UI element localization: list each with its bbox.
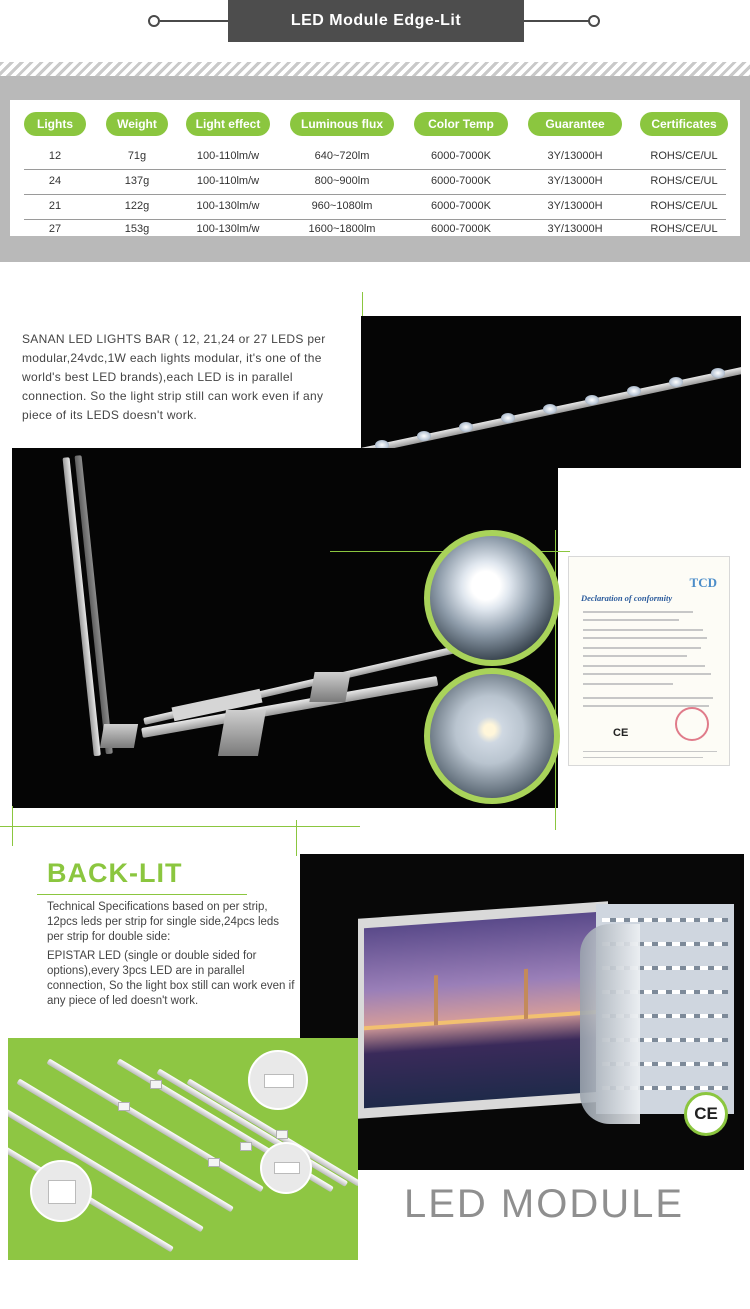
cell-luminous-flux: 640~720lm [314, 150, 370, 162]
led-closeup [260, 1142, 312, 1194]
cell-luminous-flux: 1600~1800lm [308, 223, 376, 235]
cell-color-temp: 6000-7000K [431, 223, 491, 235]
connector-closeup [30, 1160, 92, 1222]
light-box-graphic [364, 912, 600, 1109]
spec-table-panel [0, 76, 750, 262]
ce-badge: CE [684, 1092, 728, 1136]
led-strip-photo [361, 316, 741, 468]
led-bead [711, 368, 725, 378]
cell-color-temp: 6000-7000K [431, 200, 491, 212]
led-row [602, 918, 728, 922]
spec-table [10, 100, 740, 236]
certificate-text-line [583, 757, 703, 758]
led-bead [669, 377, 683, 387]
back-lit-strips-photo [8, 1038, 358, 1260]
cell-light-effect: 100-110lm/w [196, 150, 260, 162]
certificate-text-line [583, 665, 705, 667]
header-dot-right [588, 15, 600, 27]
led-connector [208, 1158, 220, 1167]
certificate-stamp [675, 707, 709, 741]
led-chip [48, 1180, 76, 1204]
certificate-text-line [583, 629, 703, 631]
bridge-tower [434, 975, 438, 1025]
led-connector [276, 1130, 288, 1139]
edge-lit-description: SANAN LED LIGHTS BAR ( 12, 21,24 or 27 LEDS per modular,24vdc,1W each lights modular, it's one of the world's best LED brands),each LED is in parallel connection. So the light strip still can work even if any piece of its LEDS doesn't work. [22, 332, 326, 422]
cell-lights: 27 [48, 223, 62, 235]
column-header-lights: Lights [24, 112, 86, 136]
row-divider [24, 219, 726, 220]
light-box-photo [300, 854, 744, 1170]
decorative-line [0, 826, 360, 827]
led-closeup-lit [424, 530, 560, 666]
cell-lights: 24 [48, 175, 62, 187]
certificate-text-line [583, 655, 687, 657]
back-lit-underline [37, 894, 247, 895]
led-bead [417, 431, 431, 441]
led-bead [501, 413, 515, 423]
page-title: LED Module Edge-Lit [228, 0, 524, 42]
certificate-text-line [583, 697, 713, 699]
cell-weight: 153g [124, 223, 150, 235]
header-line-left [160, 20, 230, 22]
cell-weight: 71g [127, 150, 147, 162]
led-connector [118, 1102, 130, 1111]
cell-lights: 21 [48, 200, 62, 212]
column-header-light-effect: Light effect [186, 112, 270, 136]
led-chip [264, 1074, 294, 1088]
column-header-certificates: Certificates [640, 112, 728, 136]
bridge-deck [364, 1010, 600, 1031]
cell-guarantee: 3Y/13000H [547, 150, 603, 162]
bar-foot [309, 672, 350, 702]
led-bead [459, 422, 473, 432]
certificate-ce-mark: CE [613, 727, 629, 739]
certificate-text-line [583, 751, 717, 752]
cell-color-temp: 6000-7000K [431, 175, 491, 187]
bar-foot [218, 710, 266, 756]
cell-color-temp: 6000-7000K [431, 150, 491, 162]
cell-light-effect: 100-110lm/w [196, 175, 260, 187]
certificate-brand: TCD [689, 575, 717, 590]
bridge-tower [524, 969, 528, 1019]
led-bead [627, 386, 641, 396]
back-lit-paragraph: Technical Specifications based on per strip, 12pcs leds per strip for single side,24pcs leds per strip for double side: [47, 901, 280, 943]
certificate-document [568, 556, 730, 766]
cell-weight: 122g [124, 200, 150, 212]
cell-weight: 137g [124, 175, 150, 187]
back-lit-description [47, 900, 295, 1009]
certificate-text-line [583, 619, 679, 621]
back-lit-title: BACK-LIT [47, 858, 183, 888]
led-bead [585, 395, 599, 405]
header-line-right [522, 20, 592, 22]
certificate-text-line [583, 673, 711, 675]
cell-luminous-flux: 800~900lm [314, 175, 370, 187]
led-connector [240, 1142, 252, 1151]
led-closeup-unlit [424, 668, 560, 804]
certificate-text-line [583, 647, 701, 649]
cell-certificates: ROHS/CE/UL [650, 223, 718, 235]
certificate-text-line [583, 611, 693, 613]
cell-luminous-flux: 960~1080lm [311, 200, 373, 212]
led-connector [150, 1080, 162, 1089]
led-bead [543, 404, 557, 414]
certificate-text-line [583, 683, 673, 685]
column-header-color-temp: Color Temp [414, 112, 508, 136]
cell-certificates: ROHS/CE/UL [650, 150, 718, 162]
led-module-label: LED MODULE [404, 1182, 685, 1226]
cell-lights: 12 [48, 150, 62, 162]
cell-guarantee: 3Y/13000H [547, 200, 603, 212]
certificate-text-line [583, 637, 707, 639]
header-dot-left [148, 15, 160, 27]
bar-foot [100, 724, 138, 748]
led-chip [274, 1162, 300, 1174]
cell-guarantee: 3Y/13000H [547, 223, 603, 235]
cell-light-effect: 100-130lm/w [196, 200, 260, 212]
cell-guarantee: 3Y/13000H [547, 175, 603, 187]
decorative-line [296, 820, 297, 856]
cell-light-effect: 100-130lm/w [196, 223, 260, 235]
column-header-luminous-flux: Luminous flux [290, 112, 394, 136]
row-divider [24, 194, 726, 195]
fabric-curl [580, 924, 640, 1124]
cell-certificates: ROHS/CE/UL [650, 200, 718, 212]
connector-closeup [248, 1050, 308, 1110]
column-header-weight: Weight [106, 112, 168, 136]
cell-certificates: ROHS/CE/UL [650, 175, 718, 187]
row-divider [24, 169, 726, 170]
certificate-title: Declaration of conformity [581, 593, 673, 603]
back-lit-paragraph: EPISTAR LED (single or double sided for options),every 3pcs LED are in parallel connection, So the light box still can work even if any piece of led doesn't work. [47, 950, 295, 1007]
decorative-line [12, 806, 13, 846]
column-header-guarantee: Guarantee [528, 112, 622, 136]
